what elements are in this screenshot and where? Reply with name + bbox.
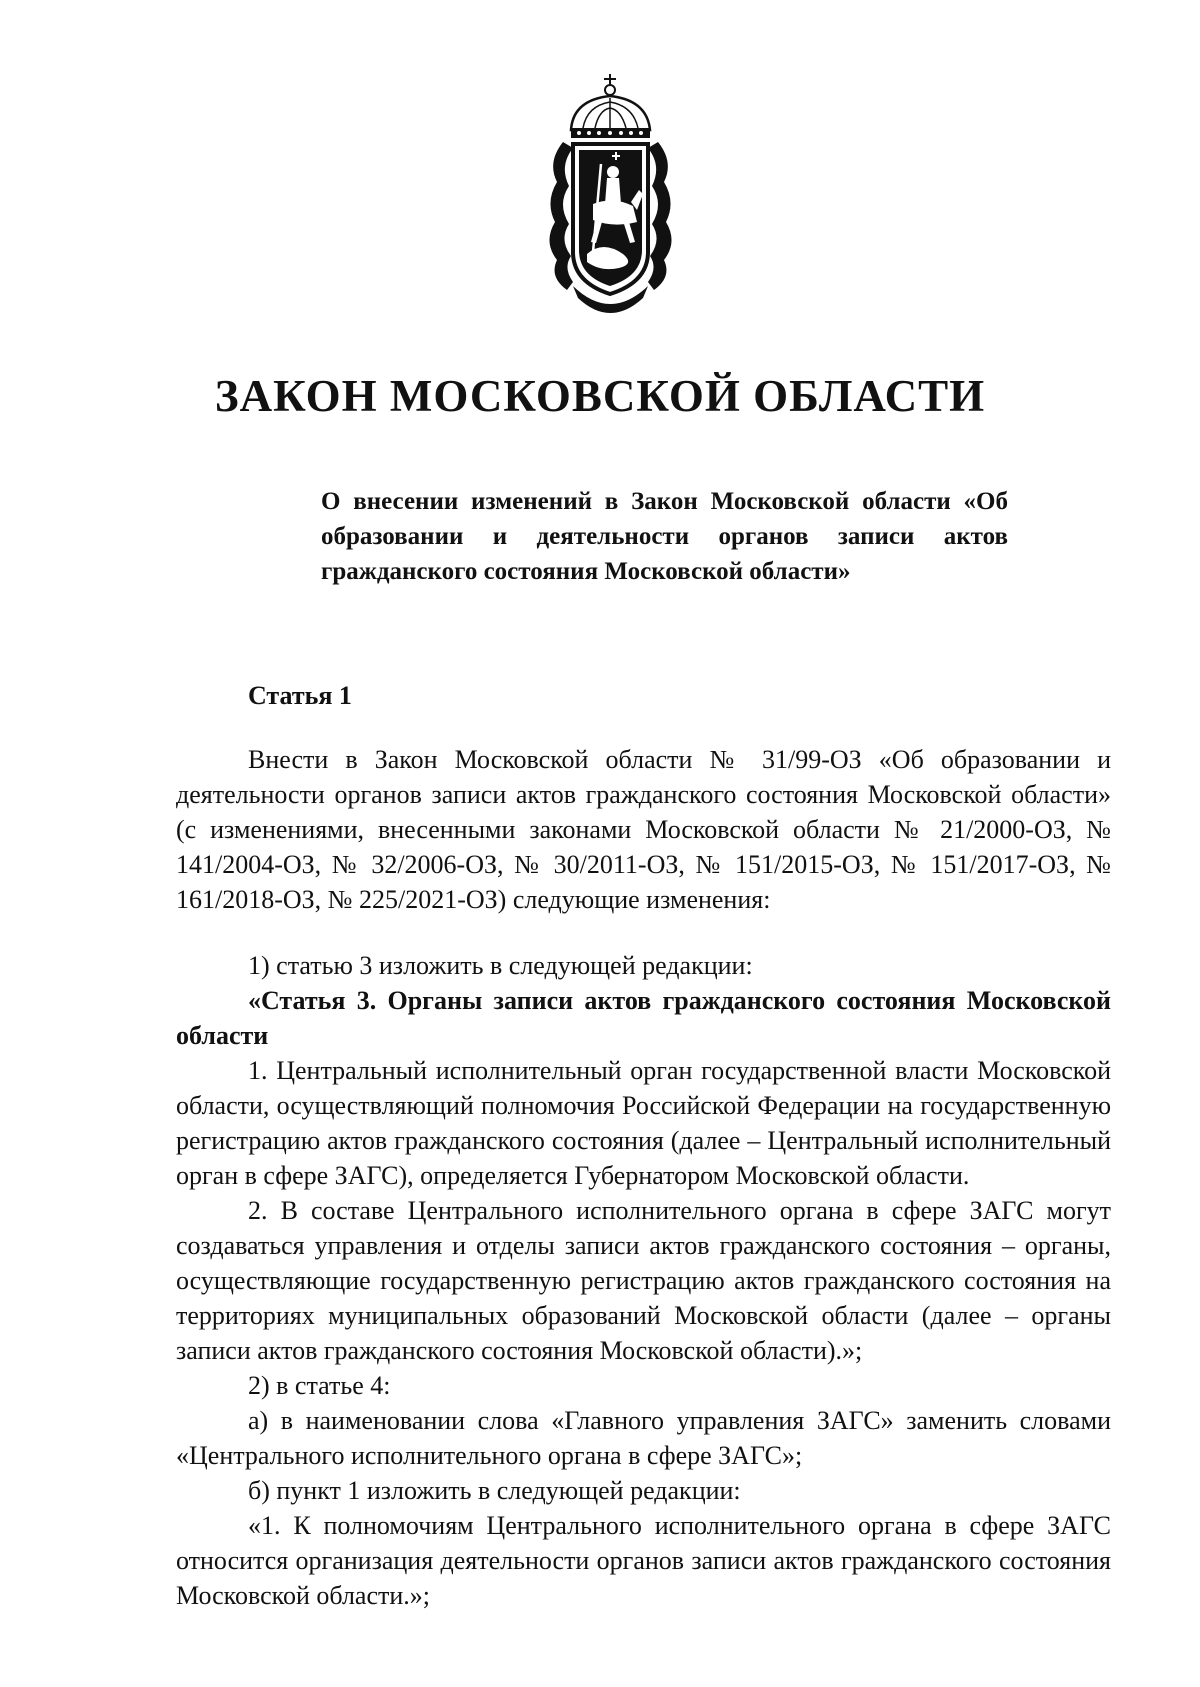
article-body: [176, 742, 1111, 1613]
item-2-subpoint-b: б) пункт 1 изложить в следующей редакции:: [248, 1476, 741, 1505]
law-subtitle: О внесении изменений в Закон Московской области «Об образовании и деятельности органов записи актов гражданского состояния Московской области»: [321, 488, 1008, 585]
article-intro-paragraph: Внести в Закон Московской области № 31/99-ОЗ «Об образовании и деятельности органов записи актов гражданского состояния Московской области» (с изменениями, внесенными законами Московской области № 21/2000-ОЗ, № 141/2004-ОЗ, № 32/2006-ОЗ, № 30/2011-ОЗ, № 151/2015-ОЗ, № 151/2017-ОЗ, № 161/2018-ОЗ, № 225/2021-ОЗ) следующие изменения:: [176, 745, 1111, 914]
item-1-paragraph: 1) статью 3 изложить в следующей редакции:: [248, 951, 753, 980]
coat-of-arms-icon: [543, 72, 678, 320]
item-1-point-1: 1. Центральный исполнительный орган государственной власти Московской области, осуществляющий полномочия Российской Федерации на государственную регистрацию актов гражданского состояния (далее – Центральный исполнительный орган в сфере ЗАГС), определяется Губернатором Московской области.: [176, 1056, 1111, 1190]
article-heading: Статья 1: [248, 681, 352, 710]
item-1-point-2: 2. В составе Центрального исполнительного органа в сфере ЗАГС могут создаваться управления и отделы записи актов гражданского состояния – органы, осуществляющие государственную регистрацию актов гражданского состояния на территориях муниципальных образований Московской области (далее – органы записи актов гражданского состояния Московской области).»;: [176, 1196, 1111, 1365]
item-2-subpoint-b-text: «1. К полномочиям Центрального исполнительного органа в сфере ЗАГС относится организация деятельности органов записи актов гражданского состояния Московской области.»;: [176, 1511, 1111, 1610]
item-1-heading: «Статья 3. Органы записи актов гражданского состояния Московской области: [176, 986, 1111, 1050]
item-2-subpoint-a: а) в наименовании слова «Главного управления ЗАГС» заменить словами «Центрального исполнительного органа в сфере ЗАГС»;: [176, 1406, 1111, 1470]
item-2-paragraph: 2) в статье 4:: [248, 1371, 391, 1400]
law-title: ЗАКОН МОСКОВСКОЙ ОБЛАСТИ: [214, 371, 986, 421]
